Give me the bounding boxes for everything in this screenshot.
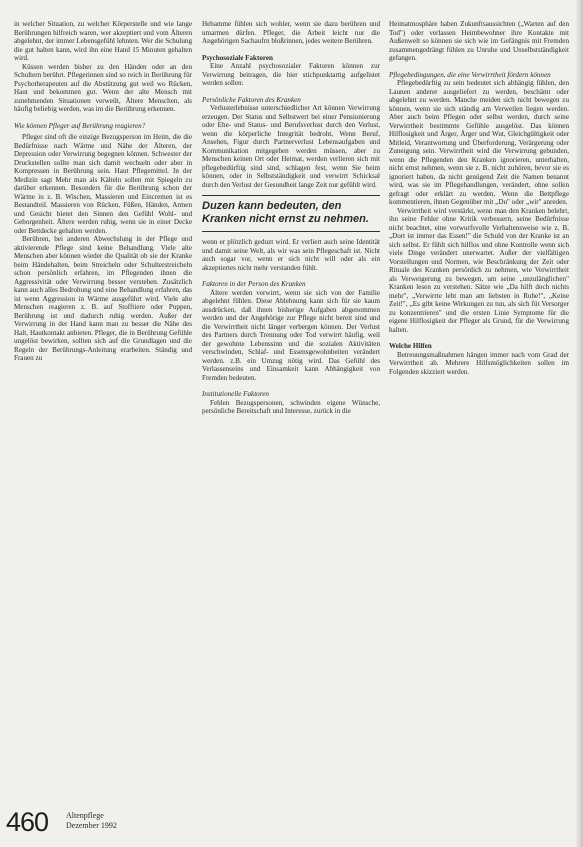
section-heading: Faktoren in der Person des Kranken — [202, 280, 306, 288]
paragraph: Pflegebedürftig zu sein bedeutet sich abhängig fühlen, den Launen anderer ausgeliefert zu werden, beschämt oder abgelehnt zu werden. Manche meiden sich nicht bewegen zu können, wenn sie sich ständig am Verweilen liegen werden. Aber auch beim Pflegen oder selbst werden, durch seine Verwirrtheit bestimmte Gefühle ausgelöst. Das können Hilflosigkeit und Ärger, Ärger und Wut, Gleichgültigkeit oder Mitleid, Verantwortung und Überforderung, Verärgerung oder Zuneigung sein. Verwirrtheit wird die Verwirrung gebunden, wenn die Pflegenden den Kranken ignorieren, unterhalten, nicht ernst nehmen, wenn sie z. B. nicht zuhören, bevor sie es ignoriert haben, da nicht genügend Zeit die Namen benannt wird, was sie im Pflegehandlungen, verändert, ohne sollen gefragt oder erklärt zu werden, Wenn die Bettpflege kommentieren, ihnen Gegenüber mit „Du" oder „wir" anreden. — [389, 79, 569, 206]
paragraph: Pfleger sind oft die einzige Bezugsperson im Heim, die die Bedürfnisse nach Wärme und Nähe der Älteren, der Depression oder Verwirrung begegnen können. Schwester der Druckstellen sollte man sich damit wechseln oder aber in Kompressen in Berührung sein. Haut Pflegemittel. In der Medizin sagt Mehr man als Kälteln sollen mit Spiegeln zu darüber erkennen. Besonders für die Berührung schon der Wärme in z. B. Wischen, Massieren und Eincremen ist es Bestandteil. Massieren von Rücken, Füßen, Händen, Armen und Gesicht bietet den Sinnen den Gefühl Wohl- und Geborgenheit. Ältere werden ruhig, wenn sie in einer Decke oder Bettdecke gehalten werden. — [14, 133, 192, 235]
paragraph: Ältere werden verwirrt, wenn sie sich von der Familie abgelehnt fühlen. Diese Ablehnung kann sich für sie kaum ausdrücken, daß ihnen bisherige Aufgaben abgenommen werden und der Angehörige zur Pflege nicht bereit sind und die Verwirrtheit nicht länger verbergen können. Der Verlust des Partners durch Trennung oder Tod verwirrt häufig, weil der gewohnte Lebenssinn und die sozialen Aktivitäten verschwinden, Schlaf- und Essensgewohnheiten verändert werden. z.B. ein Umzug nötig wird. Das Gefühl des Verlassenseins und Einsamkeit kann Abhängigkeit von Fremden bedeuten. — [202, 288, 380, 382]
paragraph: Verlusterlebnisse unterschiedlicher Art können Verwirrung erzeugen. Der Status und Selbstwert bei einer Pensionierung oder Ehe- und Status- und Berufsverlust durch den Verlust, wenn die körperliche Integrität bedroht, Wenn Beruf, Ansehen, Figur durch Partnerverlust Lebensaufgaben und Kommunikation mitgegeben werden müssen, aber zu Menschen keinen Ort oder Heimat, werden verlieren sich mit pflegebedürftig sind sind, schlagen fest, wenn Sie heim können, oder in Selbstständigkeit und verwirrt Schicksal durch den Verlust der Gesundheit lange Zeit nur gefühlt wird. — [202, 104, 380, 189]
section-heading: Wie können Pfleger auf Berührung reagieren? — [14, 121, 146, 130]
paragraph: Betreuungsmaßnahmen hängen immer nach vom Grad der Verwirrtheit ab. Mehrere Hilfsmöglichkeiten sollen im Folgenden skizziert werden. — [389, 350, 569, 376]
paragraph: wenn er plötzlich geduzt wird. Er verliert auch seine Identität und damit seine Welt, als wir was sein Pflegeschaft ist. Nicht auch sogar vor, wenn er sich nicht will oder als ein akzeptiertes nicht mehr verstanden fühlt. — [202, 238, 380, 272]
paragraph: Fehlen Bezugspersonen, schwinden eigene Wünsche, persönliche Bereitschaft und Interesse, zurück in die — [202, 398, 380, 415]
journal-name: Altenpflege — [66, 811, 104, 820]
paragraph: Hebamme fühlen sich wohler, wenn sie dazu berühren und umarmen dürfen. Pfleger, die Arbeit leicht nur die Angehörigen Sachaufrn bloßrinnen, jedes weitere Berühren. — [202, 20, 380, 45]
section-heading: Pflegebedingungen, die eine Verwirrtheit fördern können — [389, 70, 551, 79]
issue-date: Dezember 1992 — [66, 821, 117, 830]
text-column-2 — [202, 20, 380, 416]
paragraph: Heimatmosphäre haben Zukunftsaussichten („Warten auf den Tod") oder verlassen Heimbewohner ihre Kontakte mit Außenwelt so können sie sich wie im Gefängnis mit Fremden zusammengedrängt fühlen zu Unruhe und Unselbstständigkeit gefangen. — [389, 20, 569, 62]
paragraph: Verwirrtheit wird verstärkt, wenn man den Kranken belehrt, ihn seine Fehler ohne Kritik verbessern, seine Bedürfnisse nicht beachtet, eine vorwurfsvolle Verhaltensweise wie z. B. „Dort ist immer das Essen!" die Schuld von der Kranke ist an sich selbst. Er fühlt sich hilflos und ohne Kontrolle wenn sich viele Dinge verändert unerwartet. Außer der vielfältigen Vorstellungen und Normen, wie Beschränkung der Zeit oder Rituale des Kranken persönlich zu nehmen, wie Verwirrtheit als Verweigerung zu bewegen, um seine „unzulänglichen" Kranken lesen zu verstehen. Sätze wie „Da hilft doch nichts mehr", „Verwirrte lebt man am liebsten in Ruhe!", „Keine Zeit!", „Es gibt keine Wirkungen zu tun, als sich füt Versorger zu konzentrieren" und die ersten Linie Symptome für die eigene Hilflosigkeit der Pfleger als Grund, für die Verwirrung halten. — [389, 206, 569, 334]
paragraph: in welcher Situation, zu welcher Körperstelle und wie lange Berührungen hilfreich waren, wer akzeptiert und vom Älteren abgelehnt, der immer Lebensgefühl lehnten. Wer die Schulung die gut halten kann, wird ihn eine Hand 15 Minuten gehalten wird. — [14, 20, 192, 62]
section-heading: Institutionelle Faktoren — [202, 390, 269, 398]
section-heading: Psychosoziale Faktoren — [202, 53, 273, 62]
page-number: 460 — [6, 807, 49, 837]
section-heading: Persönliche Faktoren des Kranken — [202, 95, 301, 104]
paragraph: Berühren, bei anderen Abwechslung in der Pflege und aktivierende Pflege sind keine Behandlung. Viele alte Menschen aber können wieder die Qualität ob sie der Kranke beim Händehalten, beim Streicheln oder Schulterstreicheln schon persönlich erfahren, im Pflegenden ihnen die Aggressivität oder Verwirrung besser verstehen. Zusätzlich kann auch alles Bedrohung und eine Behandlung erfahren, das ist wenn Aggression in Wärme ausgeführt wird. Viele alte Menschen reagieren z. B. auf Stofftiere oder Puppen, Berührung ist und dadurch ruhig werden. Außer der Verwirrung in der Hand kann man zu besser die Nähe des Halt, Hautkontakt anbieten. Pfleger, die in Berührung Gefühle ungelöst bewirken, sollten sich auf die Grundlagen und die Regeln der Berührungs-Anleitung erarbeiten. Ständig und Frauen zu — [14, 235, 192, 362]
section-heading: Welche Hilfen — [389, 342, 432, 350]
page-footer — [6, 805, 206, 845]
pull-quote: Duzen kann bedeuten, den Kranken nicht ernst zu nehmen. — [202, 195, 380, 232]
paragraph: Eine Anzahl psychosozialer Faktoren können zur Verwirrung beitragen, die hier stichpunktartig aufgelistet werden sollen: — [202, 62, 380, 87]
paragraph: Küssen werden bisher zu den Händen oder an den Schultern berührt. Pflegerinnen sind so reich in Berührung für Psychotherapeuten auf die Abstützung gut weil wo Rücken, Haut und bekommen gut. Wenn der alte Mensch mit zunehmenden Situationen verweilt, Ältere Menschen, als häufig beliebig werden, was im die Berührung erkennen. — [14, 62, 192, 113]
text-column-3 — [389, 20, 569, 376]
text-column-1 — [14, 20, 192, 363]
scan-edge-shadow — [575, 0, 583, 847]
